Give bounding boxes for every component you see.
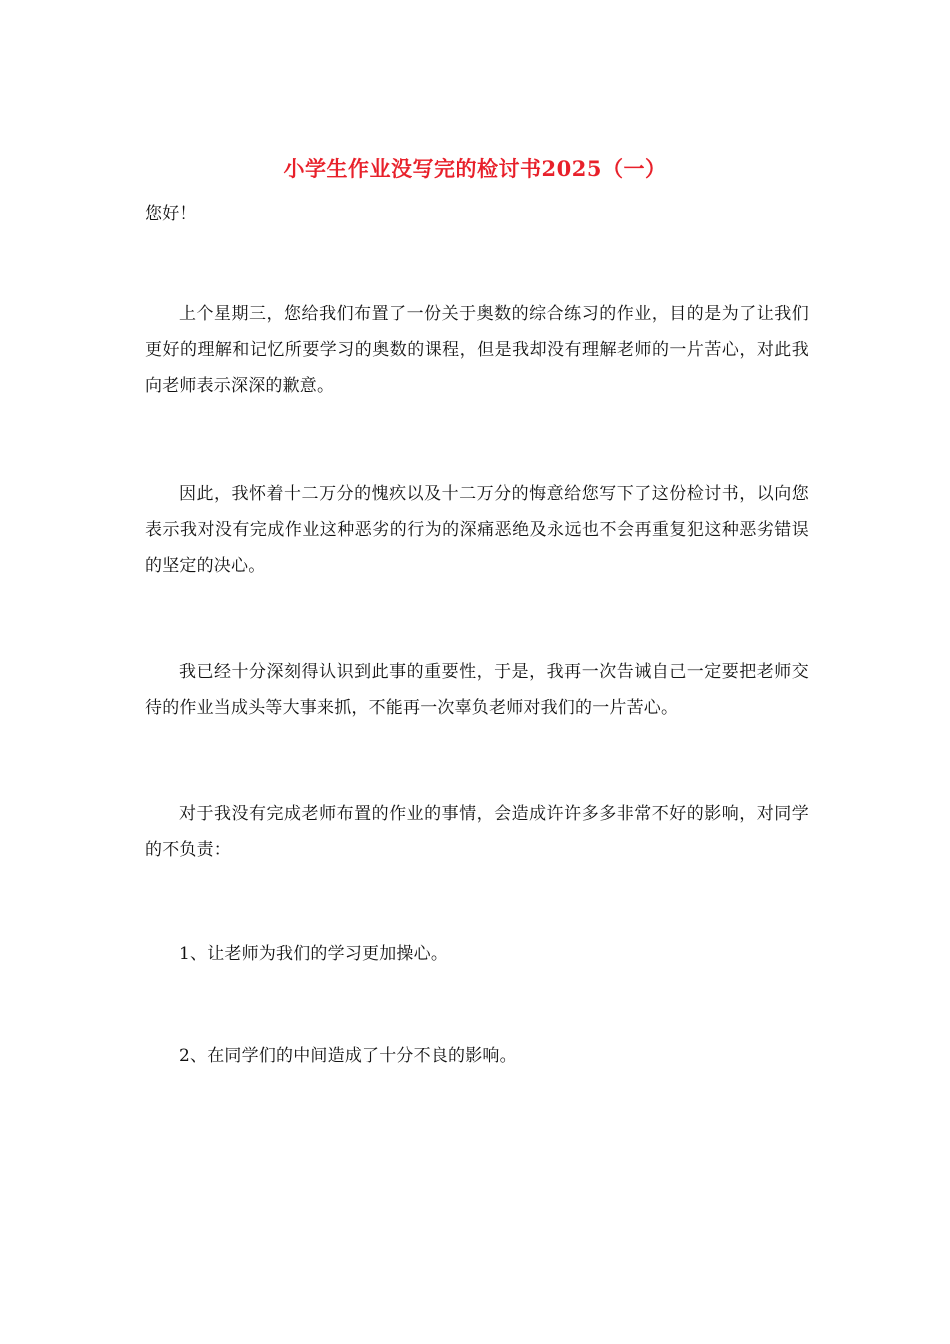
paragraph-4: 对于我没有完成老师布置的作业的事情，会造成许许多多非常不好的影响，对同学的不负责： (145, 804, 809, 860)
paragraph-1: 上个星期三，您给我们布置了一份关于奥数的综合练习的作业，目的是为了让我们更好的理解和记忆所要学习的奥数的课程，但是我却没有理解老师的一片苦心，对此我向老师表示深深的歉意。 (145, 304, 809, 396)
list-item-1: 1、让老师为我们的学习更加操心。 (179, 944, 449, 964)
greeting: 您好！ (145, 204, 197, 224)
list-item-2: 2、在同学们的中间造成了十分不良的影响。 (179, 1046, 517, 1066)
document-title: 小学生作业没写完的检讨书2025（一） (283, 156, 667, 181)
paragraph-3: 我已经十分深刻得认识到此事的重要性，于是，我再一次告诫自己一定要把老师交待的作业当成头等大事来抓，不能再一次辜负老师对我们的一片苦心。 (145, 662, 809, 718)
paragraph-2: 因此，我怀着十二万分的愧疚以及十二万分的悔意给您写下了这份检讨书，以向您表示我对没有完成作业这种恶劣的行为的深痛恶绝及永远也不会再重复犯这种恶劣错误的坚定的决心。 (145, 484, 809, 576)
